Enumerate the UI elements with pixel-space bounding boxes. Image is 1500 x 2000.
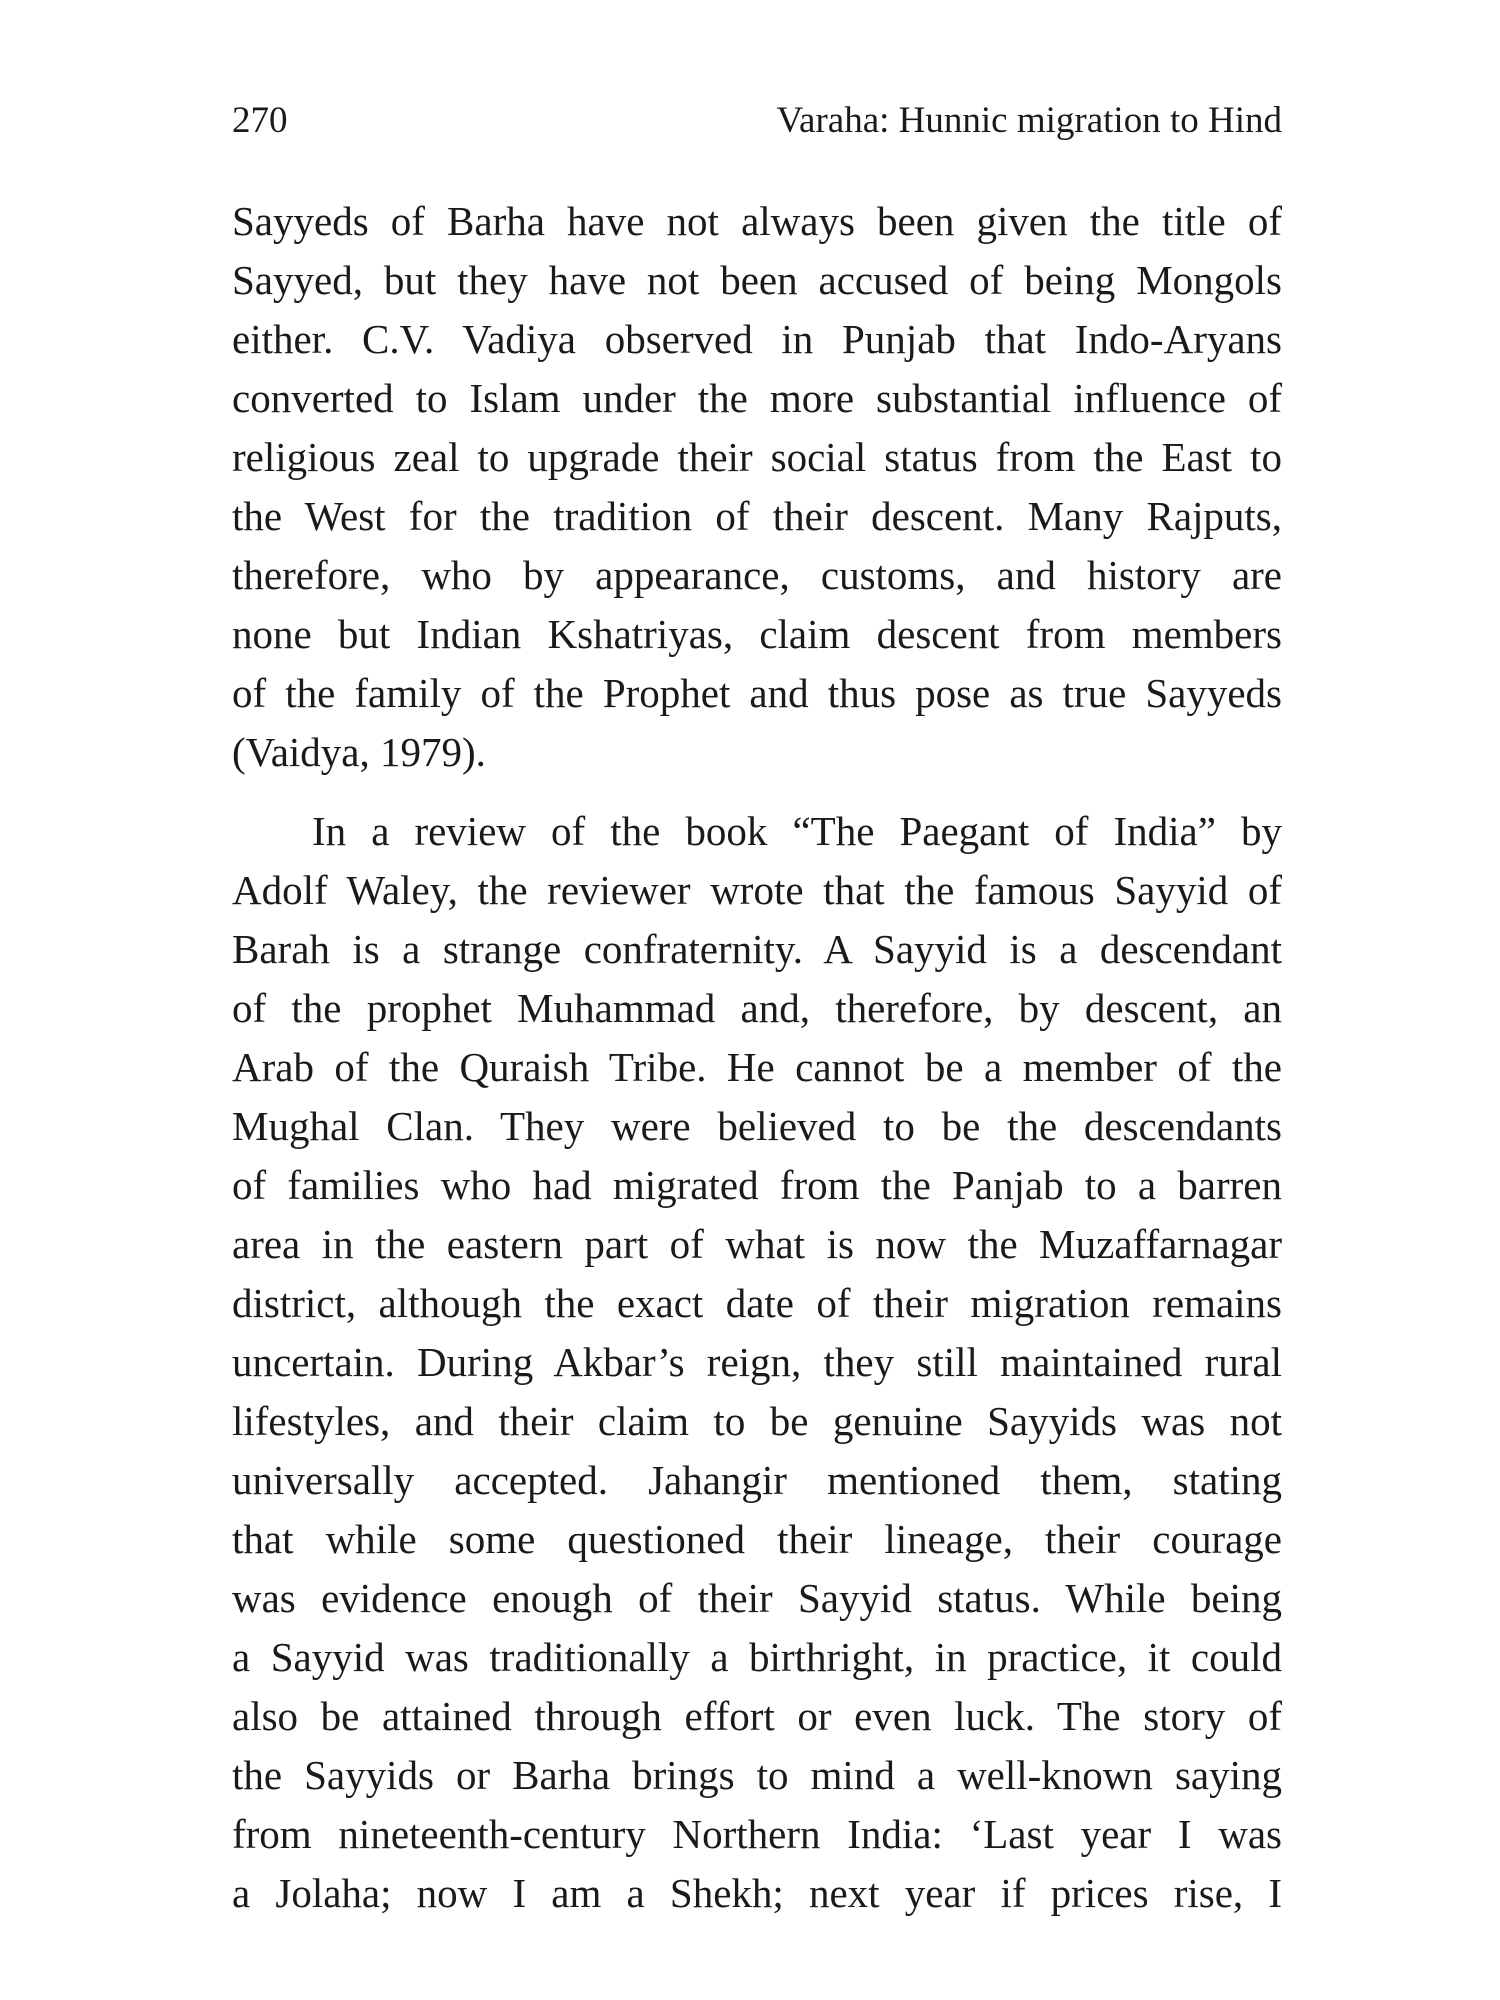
text-line: Mughal Clan. They were believed to be the descendants: [232, 1103, 1282, 1149]
text-line: converted to Islam under the more substantial influence of: [232, 375, 1282, 421]
text-line: also be attained through effort or even luck. The story of: [232, 1693, 1282, 1739]
text-line: universally accepted. Jahangir mentioned them, stating: [232, 1457, 1282, 1503]
text-line: area in the eastern part of what is now the Muzaffarnagar: [232, 1221, 1282, 1267]
page-number: 270: [232, 100, 288, 141]
text-line: Barah is a strange confraternity. A Sayyid is a descendant: [232, 926, 1282, 972]
text-line: Arab of the Quraish Tribe. He cannot be a member of the: [232, 1044, 1282, 1090]
text-line: that while some questioned their lineage, their courage: [232, 1516, 1282, 1562]
text-line: uncertain. During Akbar’s reign, they still maintained rural: [232, 1339, 1282, 1385]
running-title: Varaha: Hunnic migration to Hind: [776, 100, 1282, 141]
text-line: district, although the exact date of their migration remains: [232, 1280, 1282, 1326]
text-line: of the prophet Muhammad and, therefore, by descent, an: [232, 985, 1282, 1031]
text-line: lifestyles, and their claim to be genuine Sayyids was not: [232, 1398, 1282, 1444]
text-line: In a review of the book “The Paegant of India” by: [312, 808, 1282, 854]
text-line: (Vaidya, 1979).: [232, 729, 486, 775]
text-line: either. C.V. Vadiya observed in Punjab that Indo-Aryans: [232, 316, 1282, 362]
text-line: of the family of the Prophet and thus pose as true Sayyeds: [232, 670, 1282, 716]
paragraph-1: [232, 192, 1282, 782]
text-line: none but Indian Kshatriyas, claim descent from members: [232, 611, 1282, 657]
text-line: Sayyed, but they have not been accused of being Mongols: [232, 257, 1282, 303]
paragraph-spacer: [232, 782, 1282, 802]
text-line: a Sayyid was traditionally a birthright, in practice, it could: [232, 1634, 1282, 1680]
text-line: a Jolaha; now I am a Shekh; next year if prices rise, I: [232, 1870, 1282, 1916]
text-line: from nineteenth-century Northern India: ‘Last year I was: [232, 1811, 1282, 1857]
text-line: of families who had migrated from the Panjab to a barren: [232, 1162, 1282, 1208]
body-text: [232, 192, 1282, 1923]
running-header: [232, 96, 1282, 146]
text-line: Adolf Waley, the reviewer wrote that the famous Sayyid of: [232, 867, 1282, 913]
text-line: Sayyeds of Barha have not always been given the title of: [232, 198, 1282, 244]
text-line: was evidence enough of their Sayyid status. While being: [232, 1575, 1282, 1621]
text-line: the Sayyids or Barha brings to mind a well-known saying: [232, 1752, 1282, 1798]
text-line: therefore, who by appearance, customs, and history are: [232, 552, 1282, 598]
text-line: the West for the tradition of their descent. Many Rajputs,: [232, 493, 1282, 539]
text-line: religious zeal to upgrade their social status from the East to: [232, 434, 1282, 480]
paragraph-2: [232, 802, 1282, 1923]
